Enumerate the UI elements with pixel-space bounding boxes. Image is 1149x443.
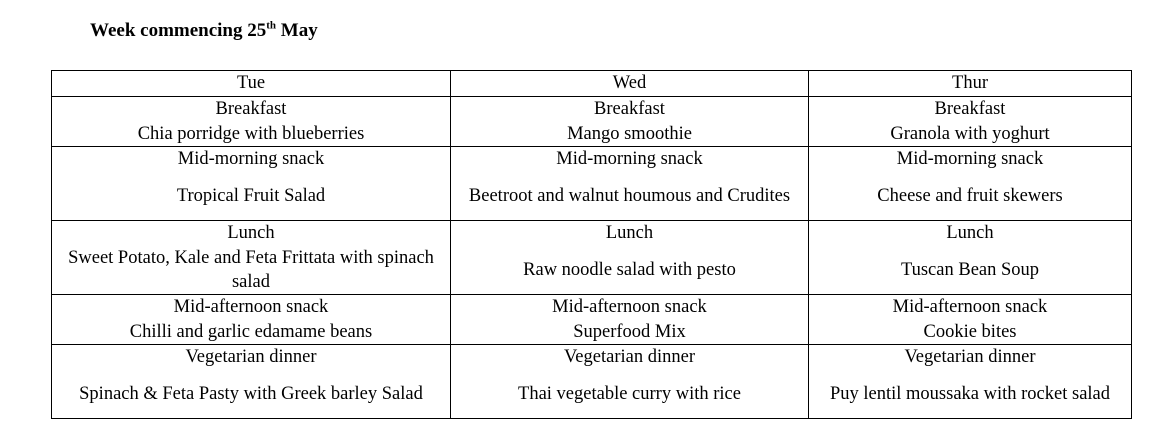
- meal-cell: [809, 147, 1132, 221]
- dish-text: Chilli and garlic edamame beans: [129, 321, 373, 342]
- dish-text: Beetroot and walnut houmous and Crudites: [468, 185, 791, 206]
- meal-label: Lunch: [605, 223, 654, 243]
- meal-row-mid-morning-snack: [52, 147, 1132, 221]
- dish-text: Raw noodle salad with pesto: [523, 259, 736, 280]
- meal-cell: [52, 221, 451, 295]
- meal-label: Mid-morning snack: [556, 149, 703, 169]
- meal-cell: [52, 295, 451, 345]
- meal-label: Mid-afternoon snack: [552, 297, 707, 317]
- day-header: Wed: [451, 71, 809, 97]
- meal-label: Lunch: [227, 223, 275, 243]
- dish-text: Superfood Mix: [573, 321, 686, 342]
- dish-text: Tuscan Bean Soup: [900, 259, 1040, 280]
- day-header: Thur: [809, 71, 1132, 97]
- meal-cell: [809, 295, 1132, 345]
- dish-text: Granola with yoghurt: [890, 123, 1050, 144]
- dish-text: Mango smoothie: [567, 123, 692, 144]
- day-header-row: [52, 71, 1132, 97]
- title-superscript: th: [266, 19, 277, 32]
- meal-label: Breakfast: [934, 99, 1006, 119]
- meal-cell: [809, 97, 1132, 147]
- meal-cell: [52, 97, 451, 147]
- meal-cell: [52, 345, 451, 419]
- meal-row-breakfast: [52, 97, 1132, 147]
- meal-cell: [451, 147, 809, 221]
- meal-cell: [809, 221, 1132, 295]
- meal-label: Lunch: [946, 223, 994, 243]
- meal-label: Mid-morning snack: [177, 149, 325, 169]
- dish-text: Thai vegetable curry with rice: [518, 383, 741, 404]
- meal-label: Vegetarian dinner: [564, 347, 695, 367]
- meal-cell: [809, 345, 1132, 419]
- dish-text: Chia porridge with blueberries: [137, 123, 365, 144]
- meal-label: Vegetarian dinner: [904, 347, 1036, 367]
- dish-text: Sweet Potato, Kale and Feta Frittata with spinach salad: [68, 247, 434, 292]
- meal-label: Breakfast: [594, 99, 665, 119]
- meal-label: Mid-afternoon snack: [892, 297, 1048, 317]
- dish-text: Puy lentil moussaka with rocket salad: [829, 383, 1111, 404]
- dish-text: Tropical Fruit Salad: [176, 185, 326, 206]
- meal-plan-table: [51, 70, 1132, 419]
- dish-text: Cheese and fruit skewers: [877, 185, 1063, 206]
- meal-row-mid-afternoon-snack: [52, 295, 1132, 345]
- dish-text: Spinach & Feta Pasty with Greek barley Salad: [79, 383, 423, 404]
- meal-label: Mid-morning snack: [896, 149, 1044, 169]
- meal-cell: [52, 147, 451, 221]
- meal-cell: [451, 221, 809, 295]
- meal-label: Mid-afternoon snack: [173, 297, 329, 317]
- meal-row-vegetarian-dinner: [52, 345, 1132, 419]
- meal-label: Vegetarian dinner: [185, 347, 317, 367]
- title-month: May: [276, 20, 318, 41]
- meal-label: Breakfast: [215, 99, 287, 119]
- title-text: Week commencing 25: [90, 20, 267, 41]
- day-header: Tue: [52, 71, 451, 97]
- meal-row-lunch: [52, 221, 1132, 295]
- dish-text: Cookie bites: [923, 321, 1017, 342]
- meal-cell: [451, 295, 809, 345]
- page-title: [90, 20, 318, 42]
- meal-cell: [451, 97, 809, 147]
- meal-cell: [451, 345, 809, 419]
